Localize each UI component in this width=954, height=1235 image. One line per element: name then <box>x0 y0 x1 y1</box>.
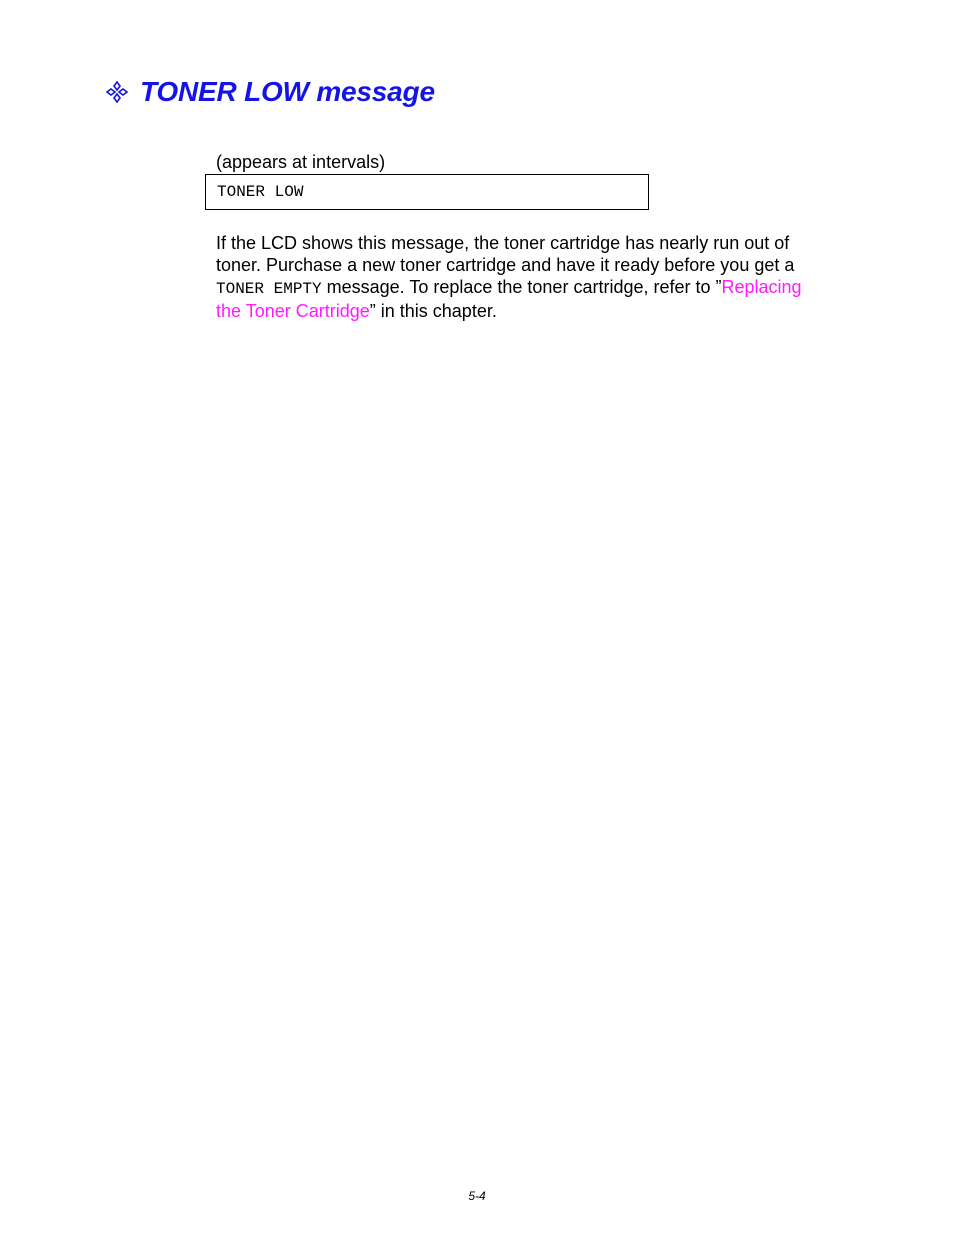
body-line-1: If the LCD shows this message, the toner cartridge has nearly run out of <box>216 233 790 253</box>
replacing-toner-link-part1[interactable]: Replacing <box>721 277 802 297</box>
body-line-3-text: message. To replace the toner cartridge, refer to ” <box>321 277 722 297</box>
page-title: TONER LOW message <box>140 76 435 107</box>
section-heading <box>106 72 435 112</box>
body-paragraph <box>216 232 846 322</box>
replacing-toner-link-part2[interactable]: the Toner Cartridge <box>216 301 370 321</box>
body-line-2: toner. Purchase a new toner cartridge and have it ready before you get a <box>216 255 795 275</box>
four-diamond-bullet-icon <box>106 81 128 103</box>
lcd-display-text: TONER LOW <box>217 183 304 201</box>
body-line-4-tail: ” in this chapter. <box>369 301 497 321</box>
lcd-caption: (appears at intervals) <box>216 152 386 172</box>
toner-empty-code: TONER EMPTY <box>216 280 322 298</box>
body-line-3 <box>216 276 846 300</box>
page-number: 5-4 <box>468 1189 486 1203</box>
body-line-4 <box>216 300 846 322</box>
lcd-display-box <box>205 174 649 210</box>
